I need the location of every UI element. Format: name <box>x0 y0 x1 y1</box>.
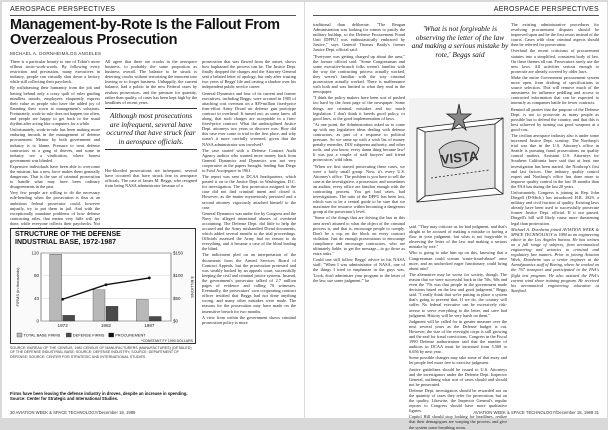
header-rule <box>10 15 296 16</box>
paragraph: "Everyone was getting charged up about the area," the former official said. "Some Congressman and some executive-branch folks weren't familiar with the way the contracting process actually worked, they weren't familiar with the way criminal prosecution actually worked. There is malfeasance with both and was limited to what they read in the newspaper. <box>313 53 405 95</box>
total-base-firms-bar <box>136 299 148 321</box>
page-footer: AVIATION WEEK & SPACE TECHNOLOGY/December 18, 1989 31 <box>473 410 599 415</box>
paragraph: said. "They may criticize us for bad judgment, and that's alright to be accused of making a mistake or having a flaw in your judgment, but what is not forgivable is observing the letter of the law and making a serious mistake by rote." <box>409 224 507 250</box>
paragraph: prosecution that was flawed from the outset, shows how haphazard the process can be. The Justice Dept. finally dropped the charges and the Attorney General sent a belated letter of apology, but only after wasting two years of Beggs' life and casting a shadow over his independent public service career. <box>202 59 296 90</box>
article-column-2-bottom <box>105 168 197 225</box>
vista-illustration <box>409 98 511 220</box>
defense-firms-bar <box>149 316 161 321</box>
paragraph: traditional than deliberate. "The Reagan Administration was looking for crimes to justify the military buildup, so the Defense Procurement Fraud Unit [DPFU] was enthusiastically embraced by Justice," says General Thomas Brady's former Justice Dept. official said. <box>313 22 405 53</box>
paragraph: Judgment will be called for in greater measure over the next several years as the Defense budget is cut. However, the size of the oversight corps is still growing and the zeal for fraud convictions. Congress in the Fiscal 1990 Defense authorization said that the number of auditors in DCAA must be increased from 5,568 to 6,656 by next year. <box>409 318 507 355</box>
paragraph: Justice guidelines should be issued to U.S. Attorneys and the investigators under the Defense Dept. Inspector General, outlining what sort of cases should and should not be prosecuted. <box>409 366 507 387</box>
author-bio: Michael A. Dornheim joined AVIATION WEEK & SPACE TECHNOLOGY in 1984 as an engineering editor in the Los Angeles bureau. He has written on a full range of subjects, from aeronautical engineering and avionics to criminal and regulatory law matters. Prior to joining Aviation Week, Dornheim was a senior engineer at the Aerodynamics staff of Boeing, where he worked on the 767 transport and participated in the FAA's flight test program. He also assisted the FAA's current wind shear training program. He received his aeronautical engineering education at Stanford. <box>511 226 599 293</box>
paragraph: All agree that there are crooks in the aerospace business, to probably the same proportion as business overall. The balance to be struck is deterring crooks without terrorizing the innocent into leaving or to forget business. Unhappily, the current balance, had a politic in the new Federal cases by zealous prosecutors, and the pressure for quantity, rather than quality, of cases has been kept high by the headlines of recent years. <box>105 59 197 105</box>
paragraph: Unfortunately, work-to-rule has been making more enduring inroads in the management of defense procurement. Mentor by both government and industry is to blame. Pressure to treat defense contractors as a gang of thieves, and some in industry see a vindication, where honest government was blinded. <box>10 127 100 163</box>
procurement-point <box>148 277 151 280</box>
y-axis-label: FIRMS (in thousands) <box>15 267 20 307</box>
left-page <box>2 2 304 418</box>
legend-label: TOTAL BASE FIRMS <box>23 332 61 338</box>
paragraph: "I think the policy makers have been sort of pushed too hard by the front page of the newspaper. Some things are criminal, mistakes and too much legislation. I don't think it breeds good policy, or good laws, or the good implementation of laws. <box>313 95 405 121</box>
paragraph: The existing administrative procedures for resolving procurement disputes should be improved upon and be the first resort instead of the courts. Cases with clear criminal aspects should then be referred for prosecution. <box>511 22 599 48</box>
y-tick-label: 0 <box>36 318 39 324</box>
y-tick-label: 80 <box>33 273 39 279</box>
paragraph: The alternative may be worse for society, though. The reason that we were successful back in the '50s, '60s and even the '70s was that people in the government made decisions based on the law and good judgment," Beggs said. "I really think that we're putting in place a system that's going to prevent that. If we do, the country will suffer. No federal executive can be excessively risk-averse to serve everything to the letter, and save bad judgment. History will be very harsh on them." <box>409 271 507 318</box>
paragraph: Very few people are willing to do the necessary rule-bending when the prosecution is thus at an ambitious federal prosecutor could, however unjustly, try to put them in jail. And with the exceptionally mundane problems of how defense contracting rules, that means very little will get done, while everyone collects their paychecks. Not <box>10 190 100 226</box>
y2-tick-label: $100 <box>173 273 184 279</box>
article-column-2-top <box>105 59 197 105</box>
chart-source-note: SOURCE: BUREAU OF THE CENSUS, 1982 CENSUS OF MANUFACTURERS (MANUFACTURES) (DETAILED) OF THE DEFENSE INDUSTRIAL BASE; SOURCE: DEFENSE INDUSTRY; SOURCE: DEPARTMENT OF DEFENSE; SOURCE: CENTER FOR STRATEGIC AND INTERNATIONAL STUDIES <box>10 346 192 359</box>
section-header: AEROSPACE PERSPECTIVES <box>493 6 599 13</box>
y2-axis-label: $ BILLIONS <box>190 276 195 298</box>
defense-industry-chart <box>10 228 196 344</box>
article-column-1 <box>313 22 405 403</box>
paragraph: A view from within the government shows criminal prosecution policy is more <box>202 314 296 325</box>
x-tick-label: 1982 <box>100 323 112 328</box>
paragraph: Hot-blooded prosecutions are infrequent, several have occurred that have struck fear in aerospace officials. The case of James M. Beggs, who resigned from being NASA administrator because of a <box>105 168 197 189</box>
pull-quote: 'What is not forgivable is observing the letter of the law and making a serious mistake by rote,' Beggs said <box>411 24 509 59</box>
article-column-3 <box>202 59 296 403</box>
paragraph: Overhaul the recent criticisms of procurement statutes into a simplified, consistent body of law. On these themes all can. Prosecutors rarely use the new laws. All activities serious enough to prosecute are already covered by older laws. <box>511 48 599 74</box>
chart-title-line-2: INDUSTRIAL BASE, 1972-1987 <box>15 238 117 246</box>
chart-title-line-1: STRUCTURE OF THE DEFENSE <box>15 231 121 238</box>
paragraph: The civilian aerospace industry also is under some increased Justice Dept. scrutiny. The Northrop's trial was due in the U.S. Attorney's office in Seattle is pursuing fraud prosecutions on quality control matters. Assistant U.S. Attorneys for Southern California have said that at least one investigation has been started. the Northrop's first and last factors. One industry quality control expert and Northrop's office has done more to improve quality control in the last 18 months than the FAA has during the last 20 years. <box>511 132 599 189</box>
legend-swatch <box>17 333 22 337</box>
paragraph: Capitol Hill should stop looking for headlines, realize that their demagogues are warping the process, and give the system some breathing room. <box>409 414 507 430</box>
article-headline: Management-by-Rote Is the Fallout From Overzealous Prosecution <box>10 17 280 48</box>
chart-plot <box>11 229 197 345</box>
paragraph: Could one still follow Beggs' advice in his NASA staff: "When I was administrator of NASA, one of the things I tried to emphasize in the guys was, 'Look, don't administer your program to the letter of the law, use some judgment,'" he <box>313 257 405 283</box>
x-tick-label: 1987 <box>144 323 155 328</box>
page-footer: 30 AVIATION WEEK & SPACE TECHNOLOGY/December 18, 1989 <box>10 410 136 415</box>
legend-label: DEFENSE FIRMS <box>72 332 105 338</box>
pull-quote: Although most prosecutions are infrequent, several have occurred that have struck fear in aerospace officials. <box>105 108 197 150</box>
x-tick-label: 1972 <box>57 323 68 328</box>
total-base-firms-bar <box>93 290 105 321</box>
chart-caption: Firms have been leaving the defense industry in droves, despite an increase in spending. Source: Center for Strategic and International Studies. <box>10 391 188 401</box>
paragraph: "Some of the things that are driving the bus in this area aren't attuned to what the object of the criminal process is, and that is, encourage people to comply. Don't be a cop on the block on every contract violation. Just do enough prosecutions to encourage compliance and encourage contractors, who are ultimately liable, to get the message—to go those as extra tasks." <box>313 215 405 257</box>
article-column-1 <box>10 59 100 225</box>
paragraph: Who is going to take him up on this, knowing that a Congressman could scream 'waste-fraud-abuse!' once more, and an unchecked eager functionary could bring about ruin? <box>409 250 507 271</box>
y-tick-label: 40 <box>33 295 39 301</box>
defense-firms-bar <box>63 315 75 321</box>
y-tick-label: 120 <box>31 250 39 256</box>
paragraph: General Dynamics was under fire by Congress and the Navy for alleged intentional abuses of overhead accounting. The Defense Dept. did little to help the accused and the Army mishandled Divad documents, which added several months to the trial proceedings. Officials assessed the Army had no reason to do everything, and it became a case of the blind leading the blind. <box>202 210 296 252</box>
total-base-firms-bar <box>50 254 62 321</box>
procurement-point <box>61 298 64 301</box>
paragraph: "When we first started prosecuting these cases, we were a fairly small group. Now, it's every U.S. Attorney's office. The problem is you have to sell the case at the investigative, a prosecutor, and sometimes an auditor, every office are familiar enough with the contracting process. You get bad cases, bad investigations. The ratio of the DPFU has been lost, which was to be a central guide to be sure that we maximize the resource within becoming a dangerous group at the prosecutor's level. <box>313 163 405 215</box>
legend-label: PROCUREMENT <box>115 332 146 338</box>
paragraph: Make the entire Government procurement system more open, from drafting of specifications to source selection. This will remove much of the uneasiness for influence peddling and access to contracted information that can be expected to intensify as companies battle for fewer contracts. <box>511 74 599 106</box>
article-column-2 <box>409 224 507 430</box>
dollar-note: *CONSTANT FY 1990 DOLLARS <box>141 339 193 343</box>
paragraph: The report was sent to DCAA headquarters, which passed it on to the Justice Dept. in Washington, D.C. for investigation. The first prosecutor assigned to the case did not find criminal intent and closed it. However, as the matter mysteriously persisted and a second attorney vigorously attached himself to the case. <box>202 174 296 210</box>
y2-tick-label: $0 <box>173 318 179 324</box>
header-rule <box>313 15 599 16</box>
paragraph: By withdrawing their humanity from the job and having behind only a crazy quilt of rules guiding mindless moods, employees eloquently express their value as people who have the added joy of flaunting their scorn at management's solutions. Fortunately, work-to-rule does not happen too often, and people are happy to get back to the usual rhythm after acting like computers for a while. <box>10 85 100 127</box>
paragraph: Unfortunately, Congress is joining in. Rep. John Dingell (D-Mich.) has introduced H.R. 2829, a military and civil fraction of quality. Existing laws already have been used to successfully prosecute former Justice Dept. official. If it not passed, Dingell's bill will likely cause more threatening legal than prosecution. <box>511 190 599 226</box>
byline: MICHAEL A. DORNHEIM/LOS ANGELES <box>10 51 102 56</box>
y2-tick-label: $150 <box>173 250 184 256</box>
y2-tick-label: $50 <box>173 295 181 301</box>
article-column-3 <box>511 22 599 403</box>
procurement-point <box>105 283 108 286</box>
paragraph: Defense Dept. investigators should be rewarded not on the quantity of cases they refer for prosecution, but on the quality. Likewise, the Inspector General's regular reports to Congress should have more qualitative figures. <box>409 387 507 414</box>
legend-swatch <box>66 333 71 337</box>
section-header: AEROSPACE PERSPECTIVES <box>10 6 116 13</box>
paragraph: Expensive individuals have been able to overcome the mistrust, but a new force makes them generally dangerous. That is the use of criminal prosecution to handle what may have been ordinary disagreements in the past. <box>10 163 100 190</box>
paragraph: Remind all parties that the purpose of the Defense Dept. is not to prosecute as many people as possible but to defend the country, and that this is best achieved by turning out good weapons at a good cost. <box>511 106 599 132</box>
legend-swatch <box>109 333 114 337</box>
paragraph: "At one point, the Administration asked us to come up with any legislative ideas dealing with defense contractors, as part of a response to political pressure. So we came up with a wish list of money penalty remedies, DOJ subpoena authority, and other tools, and you know, every damn thing became law! It was just a couple of staff lawyers' and friend prosecutors' wild ideas. <box>313 121 405 163</box>
paragraph: General Dynamics and four of its current and former executives, including Beggs, were accused in 1985 of attaching cost overruns on a $39-million fixed-price firm-effort Army Divad air defense gun prototype contract to overhead. It turned out, as some knew all along, that such charges are acceptable in a firm-fixed-price contract. What the undisciplined Justice Dept. attorneys two years to discover was: How did this case ever come to trial in the first place, and why wasn't it more carefully screened, given that the NASA administrator was involved? <box>202 90 296 147</box>
right-page <box>305 2 607 430</box>
paragraph: There is a particular beauty to one of Tobin's more offbeat tactic-work-words. By following every restriction and precaution, many executives in industry, people can virtually shut down a factory while still collecting their paycheck. <box>10 59 100 85</box>
vista-sign-text: VISTA <box>440 148 479 167</box>
paragraph: The case started with a Defense Contract Audit Agency auditor who wanted more money back from General Dynamics and Dynamics was not very cooperative in the papers brought, leading San Diego to Fowl Acropspace in 1961. <box>202 147 296 173</box>
defense-firms-bar <box>106 306 118 321</box>
paragraph: The indictment pled on an interpretation of the documents from the Armed Services Board of Contract Appeals, but the prosecution protested and was weakly backed by an appeals court, successfully keeping the civil and criminal justice systems. Instead, the government's prosecutor talked of 2.7 million pages of evidence and calling 70 witnesses. Eventually, the prosecutors' own cooperating contract officer testified that Beggs had not done anything wrong, and many other mistakes were made. The reasons for the prosecution may have made on the insensitive breach for two months. <box>202 252 296 314</box>
paragraph: Some possible changes may take some of that away and let people feel more free to exercise judgment. <box>409 355 507 366</box>
